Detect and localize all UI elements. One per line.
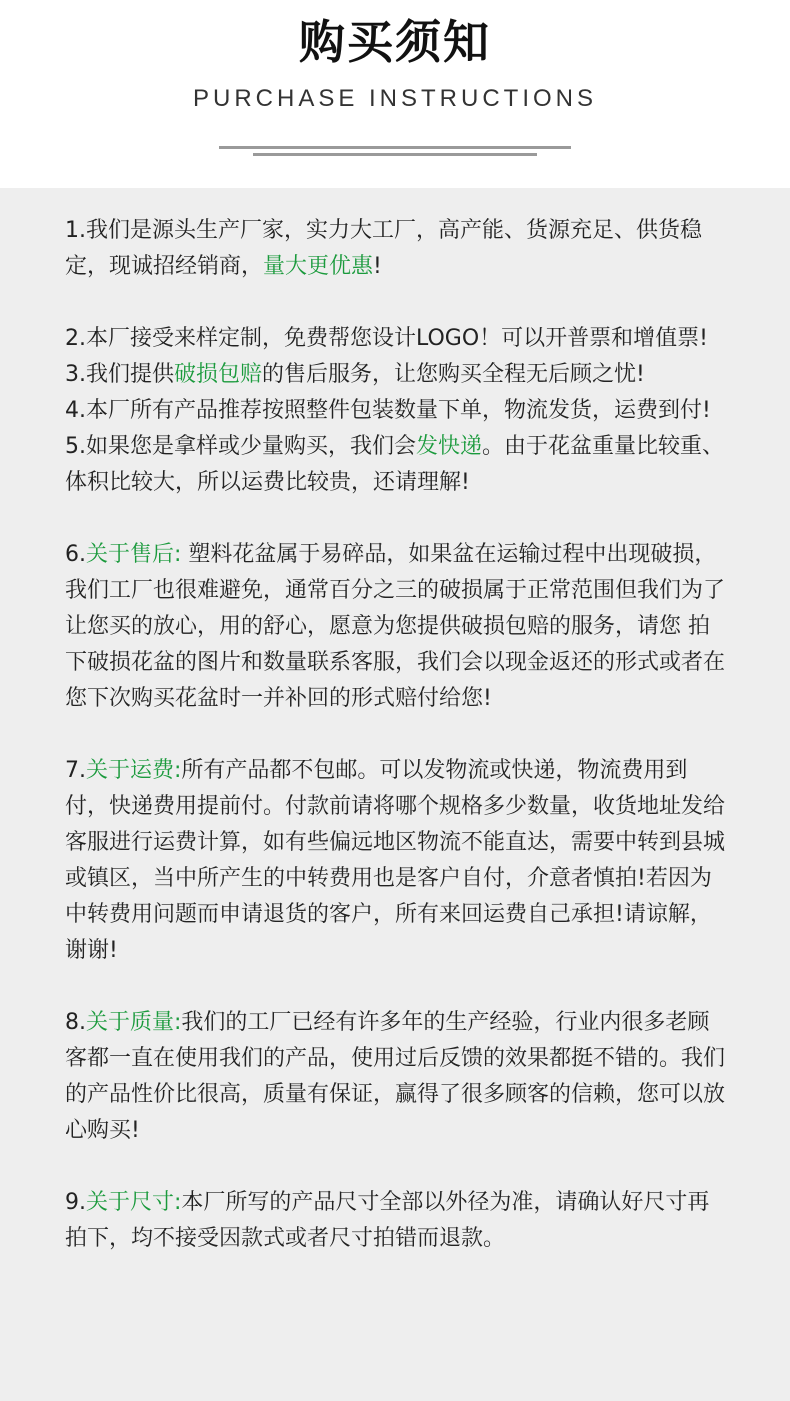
page-title: 购买须知 bbox=[299, 15, 491, 69]
spacer bbox=[65, 501, 730, 537]
note-8 bbox=[65, 1005, 730, 1149]
note-6-prefix: 6. bbox=[65, 542, 86, 567]
note-1-highlight: 量大更优惠 bbox=[263, 254, 374, 279]
note-7-heading: 关于运费: bbox=[86, 758, 182, 783]
note-4-text: 4.本厂所有产品推荐按照整件包装数量下单，物流发货，运费到付! bbox=[65, 398, 711, 423]
header bbox=[0, 0, 790, 188]
spacer bbox=[65, 969, 730, 1005]
divider-line-bottom bbox=[253, 153, 537, 156]
note-1-end: ! bbox=[373, 254, 382, 279]
note-8-prefix: 8. bbox=[65, 1010, 86, 1035]
note-5-highlight: 发快递 bbox=[416, 434, 483, 459]
note-9 bbox=[65, 1185, 730, 1257]
note-7-body: 所有产品都不包邮。可以发物流或快递，物流费用到付，快递费用提前付。付款前请将哪个规格多少数量，收货地址发给客服进行运费计算，如有些偏远地区物流不能直达，需要中转到县城或镇区，当中所产生的中转费用也是客户自付，介意者慎拍!若因为中转费用问题而申请退货的客户，所有来回运费自己承担!请谅解，谢谢! bbox=[65, 758, 726, 963]
page-subtitle: PURCHASE INSTRUCTIONS bbox=[192, 85, 598, 112]
spacer bbox=[65, 1149, 730, 1185]
instructions-list bbox=[65, 213, 730, 1257]
note-3-highlight: 破损包赔 bbox=[174, 362, 263, 387]
spacer bbox=[65, 285, 730, 321]
note-5-end: 。由于花盆重量比较重、体积比较大，所以运费比较贵，还请理解! bbox=[65, 434, 725, 495]
note-6 bbox=[65, 537, 730, 717]
note-7-prefix: 7. bbox=[65, 758, 86, 783]
note-3 bbox=[65, 357, 730, 393]
note-1 bbox=[65, 213, 730, 285]
note-2 bbox=[65, 321, 730, 357]
instructions-panel bbox=[0, 188, 790, 1401]
spacer bbox=[65, 717, 730, 753]
note-6-heading: 关于售后: bbox=[86, 542, 182, 567]
note-9-prefix: 9. bbox=[65, 1190, 86, 1215]
note-2-text: 2.本厂接受来样定制，免费帮您设计LOGO！可以开普票和增值票! bbox=[65, 326, 708, 351]
note-8-heading: 关于质量: bbox=[86, 1010, 182, 1035]
divider-line-top bbox=[219, 146, 571, 149]
note-6-body: 塑料花盆属于易碎品，如果盆在运输过程中出现破损，我们工厂也很难避免，通常百分之三的破损属于正常范围但我们为了让您买的放心，用的舒心，愿意为您提供破损包赔的服务，请您 拍下破损花盆的图片和数量联系客服，我们会以现金返还的形式或者在您下次购买花盆时一并补回的形式赔付给您! bbox=[65, 542, 726, 711]
note-3-end: 的售后服务，让您购买全程无后顾之忧! bbox=[262, 362, 645, 387]
note-1-text: 1.我们是源头生产厂家，实力大工厂，高产能、货源充足、供货稳定，现诚招经销商， bbox=[65, 218, 702, 279]
note-3-text: 3.我们提供 bbox=[65, 362, 174, 387]
note-9-body: 本厂所写的产品尺寸全部以外径为准，请确认好尺寸再拍下，均不接受因款式或者尺寸拍错而退款。 bbox=[65, 1190, 710, 1251]
note-8-body: 我们的工厂已经有许多年的生产经验，行业内很多老顾客都一直在使用我们的产品，使用过后反馈的效果都挺不错的。我们的产品性价比很高，质量有保证，赢得了很多顾客的信赖，您可以放心购买! bbox=[65, 1010, 726, 1143]
note-5-text: 5.如果您是拿样或少量购买，我们会 bbox=[65, 434, 416, 459]
note-7 bbox=[65, 753, 730, 969]
note-4 bbox=[65, 393, 730, 429]
note-5 bbox=[65, 429, 730, 501]
note-9-heading: 关于尺寸: bbox=[86, 1190, 182, 1215]
